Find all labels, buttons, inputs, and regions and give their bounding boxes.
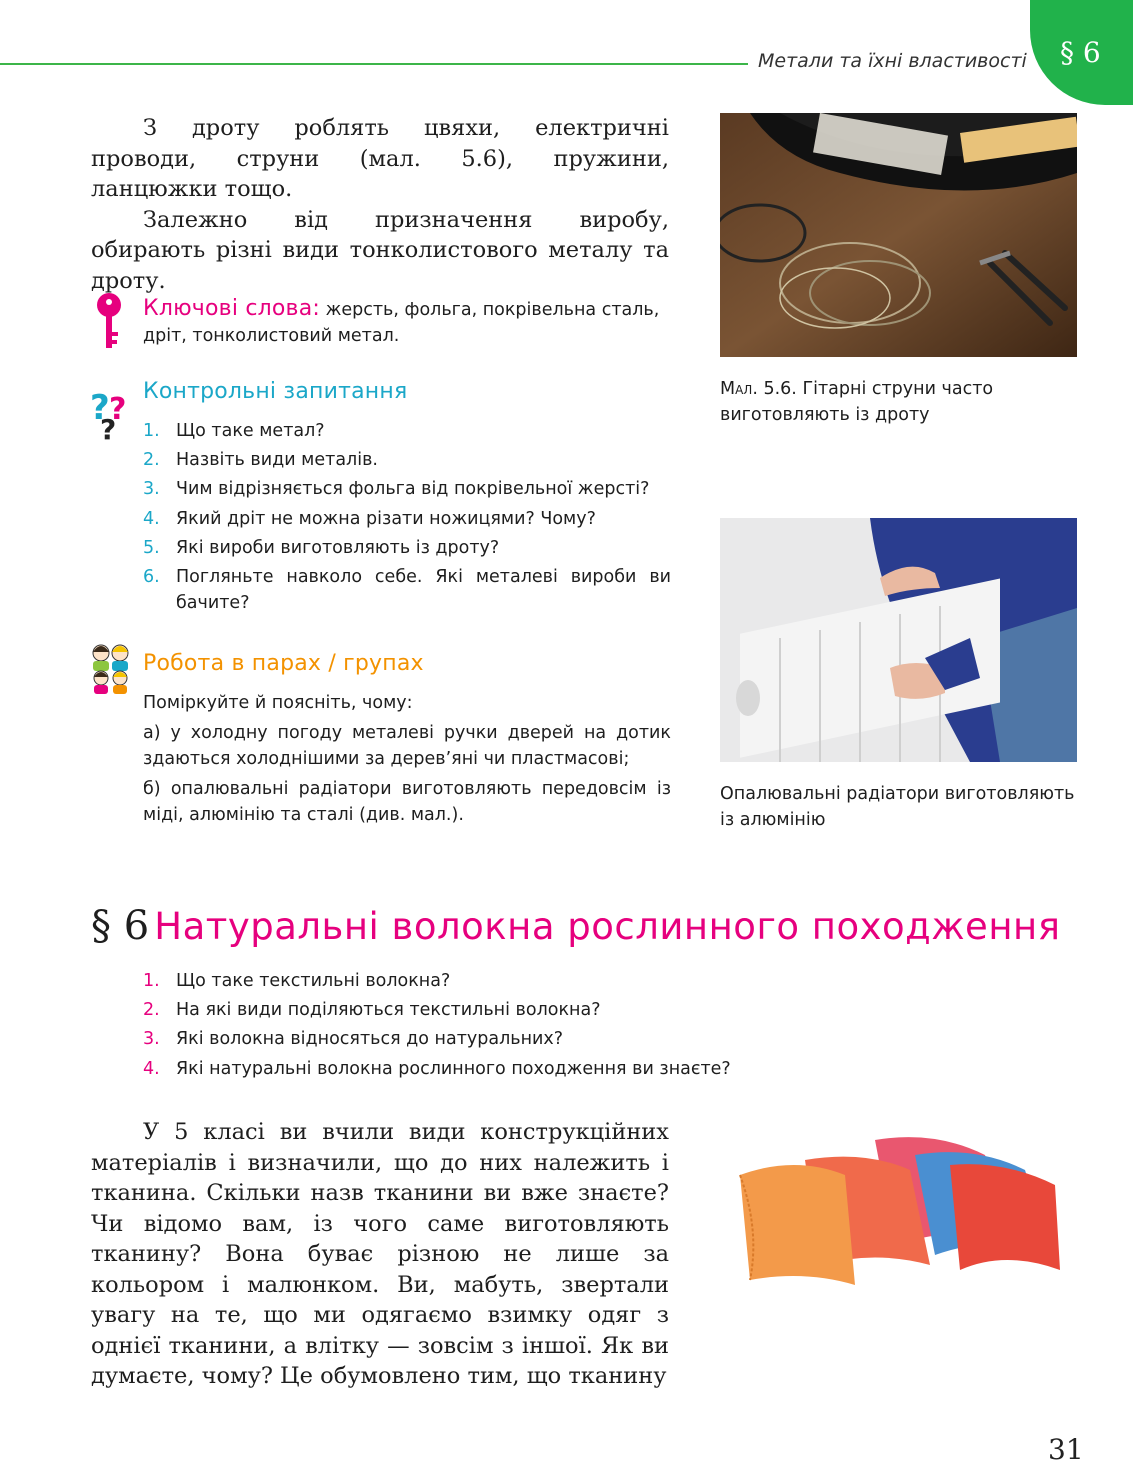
key-icon bbox=[94, 292, 124, 354]
section-questions-list bbox=[143, 968, 843, 1085]
section-tab-label: § 6 bbox=[1060, 36, 1101, 69]
list-item: 3. Які волокна відносяться до натуральних? bbox=[143, 1029, 564, 1050]
section-number: § 6 bbox=[91, 903, 150, 949]
list-item: 1. Що таке метал? bbox=[143, 421, 325, 441]
intro-paragraph: Залежно від призначення виробу, обирають різні види тонколистового металу та дроту. bbox=[91, 206, 669, 294]
body-text bbox=[91, 1117, 669, 1392]
list-item: 4. Який дріт не можна різати ножицями? Чому? bbox=[143, 508, 596, 529]
children-group-icon bbox=[90, 642, 132, 698]
figure-label: Мал. 5.6. bbox=[720, 379, 797, 399]
running-header-title: Метали та їхні властивості bbox=[758, 50, 1027, 72]
list-item: 3. Чим відрізняється фольга від покрівельної жерсті? bbox=[143, 479, 650, 500]
list-item: 2. Назвіть види металів. bbox=[143, 450, 378, 471]
figure-caption-guitar bbox=[720, 376, 1080, 428]
pair-work-item-a: а) у холодну погоду металеві ручки дверей на дотик здаються холоднішими за дерев’яні чи пластмасові; bbox=[143, 723, 671, 769]
control-questions-title: Контрольні запитання bbox=[143, 379, 408, 404]
fabric-swatches-photo bbox=[735, 1130, 1065, 1290]
control-questions-list bbox=[143, 418, 671, 619]
figure-caption-text: Гітарні струни часто виготовляють із дроту bbox=[720, 379, 994, 425]
question-marks-icon bbox=[90, 385, 132, 444]
svg-text:?: ? bbox=[100, 413, 117, 440]
svg-text:?: ? bbox=[109, 392, 127, 427]
intro-text bbox=[91, 113, 669, 296]
pair-work-item-b: б) опалювальні радіатори виготовляють передовсім із міді, алюмінію та сталі (див. мал.). bbox=[143, 779, 671, 825]
figure-caption-radiator: Опалювальні радіатори виготовляють із алюмінію bbox=[720, 784, 1075, 830]
pair-work-body bbox=[143, 690, 671, 832]
section-title: Натуральні волокна рослинного походження bbox=[154, 905, 1061, 948]
keywords-label: Ключові слова: bbox=[143, 296, 321, 321]
list-item: 5. Які вироби виготовляють із дроту? bbox=[143, 537, 500, 558]
section-heading bbox=[91, 903, 1060, 949]
radiator-photo bbox=[720, 518, 1077, 762]
guitar-strings-photo bbox=[720, 113, 1077, 357]
list-item: 1. Що таке текстильні волокна? bbox=[143, 971, 451, 991]
keywords-text: жерсть, фольга, покрівельна сталь, дріт, тонколистовий метал. bbox=[143, 300, 660, 346]
svg-text:?: ? bbox=[90, 388, 110, 428]
body-paragraph: У 5 класі ви вчили види конструкційних матеріалів і визначили, що до них належить і тканина. Скільки назв тканини ви вже знаєте? Чи відомо вам, із чого саме виготовляють тканину? Вона буває різною не лише за кольором і малюнком. Ви, мабуть, звертали увагу на те, що ми одягаємо взимку одяг з однієї тканини, а влітку — зовсім з іншої. Як ви думаєте, чому? Це обумовлено тим, що тканину bbox=[91, 1119, 669, 1389]
list-item: 6. Погляньте навколо себе. Які металеві вироби ви бачите? bbox=[143, 566, 671, 613]
pair-work-intro: Поміркуйте й поясніть, чому: bbox=[143, 693, 413, 713]
intro-paragraph: З дроту роблять цвяхи, електричні проводи, струни (мал. 5.6), пружини, ланцюжки тощо. bbox=[91, 115, 669, 202]
header-rule bbox=[0, 63, 748, 65]
pair-work-title: Робота в парах / групах bbox=[143, 651, 424, 676]
page-number: 31 bbox=[1048, 1433, 1084, 1466]
list-item: 2. На які види поділяються текстильні волокна? bbox=[143, 1000, 601, 1021]
list-item: 4. Які натуральні волокна рослинного походження ви знаєте? bbox=[143, 1058, 731, 1079]
keywords-block bbox=[143, 296, 673, 349]
